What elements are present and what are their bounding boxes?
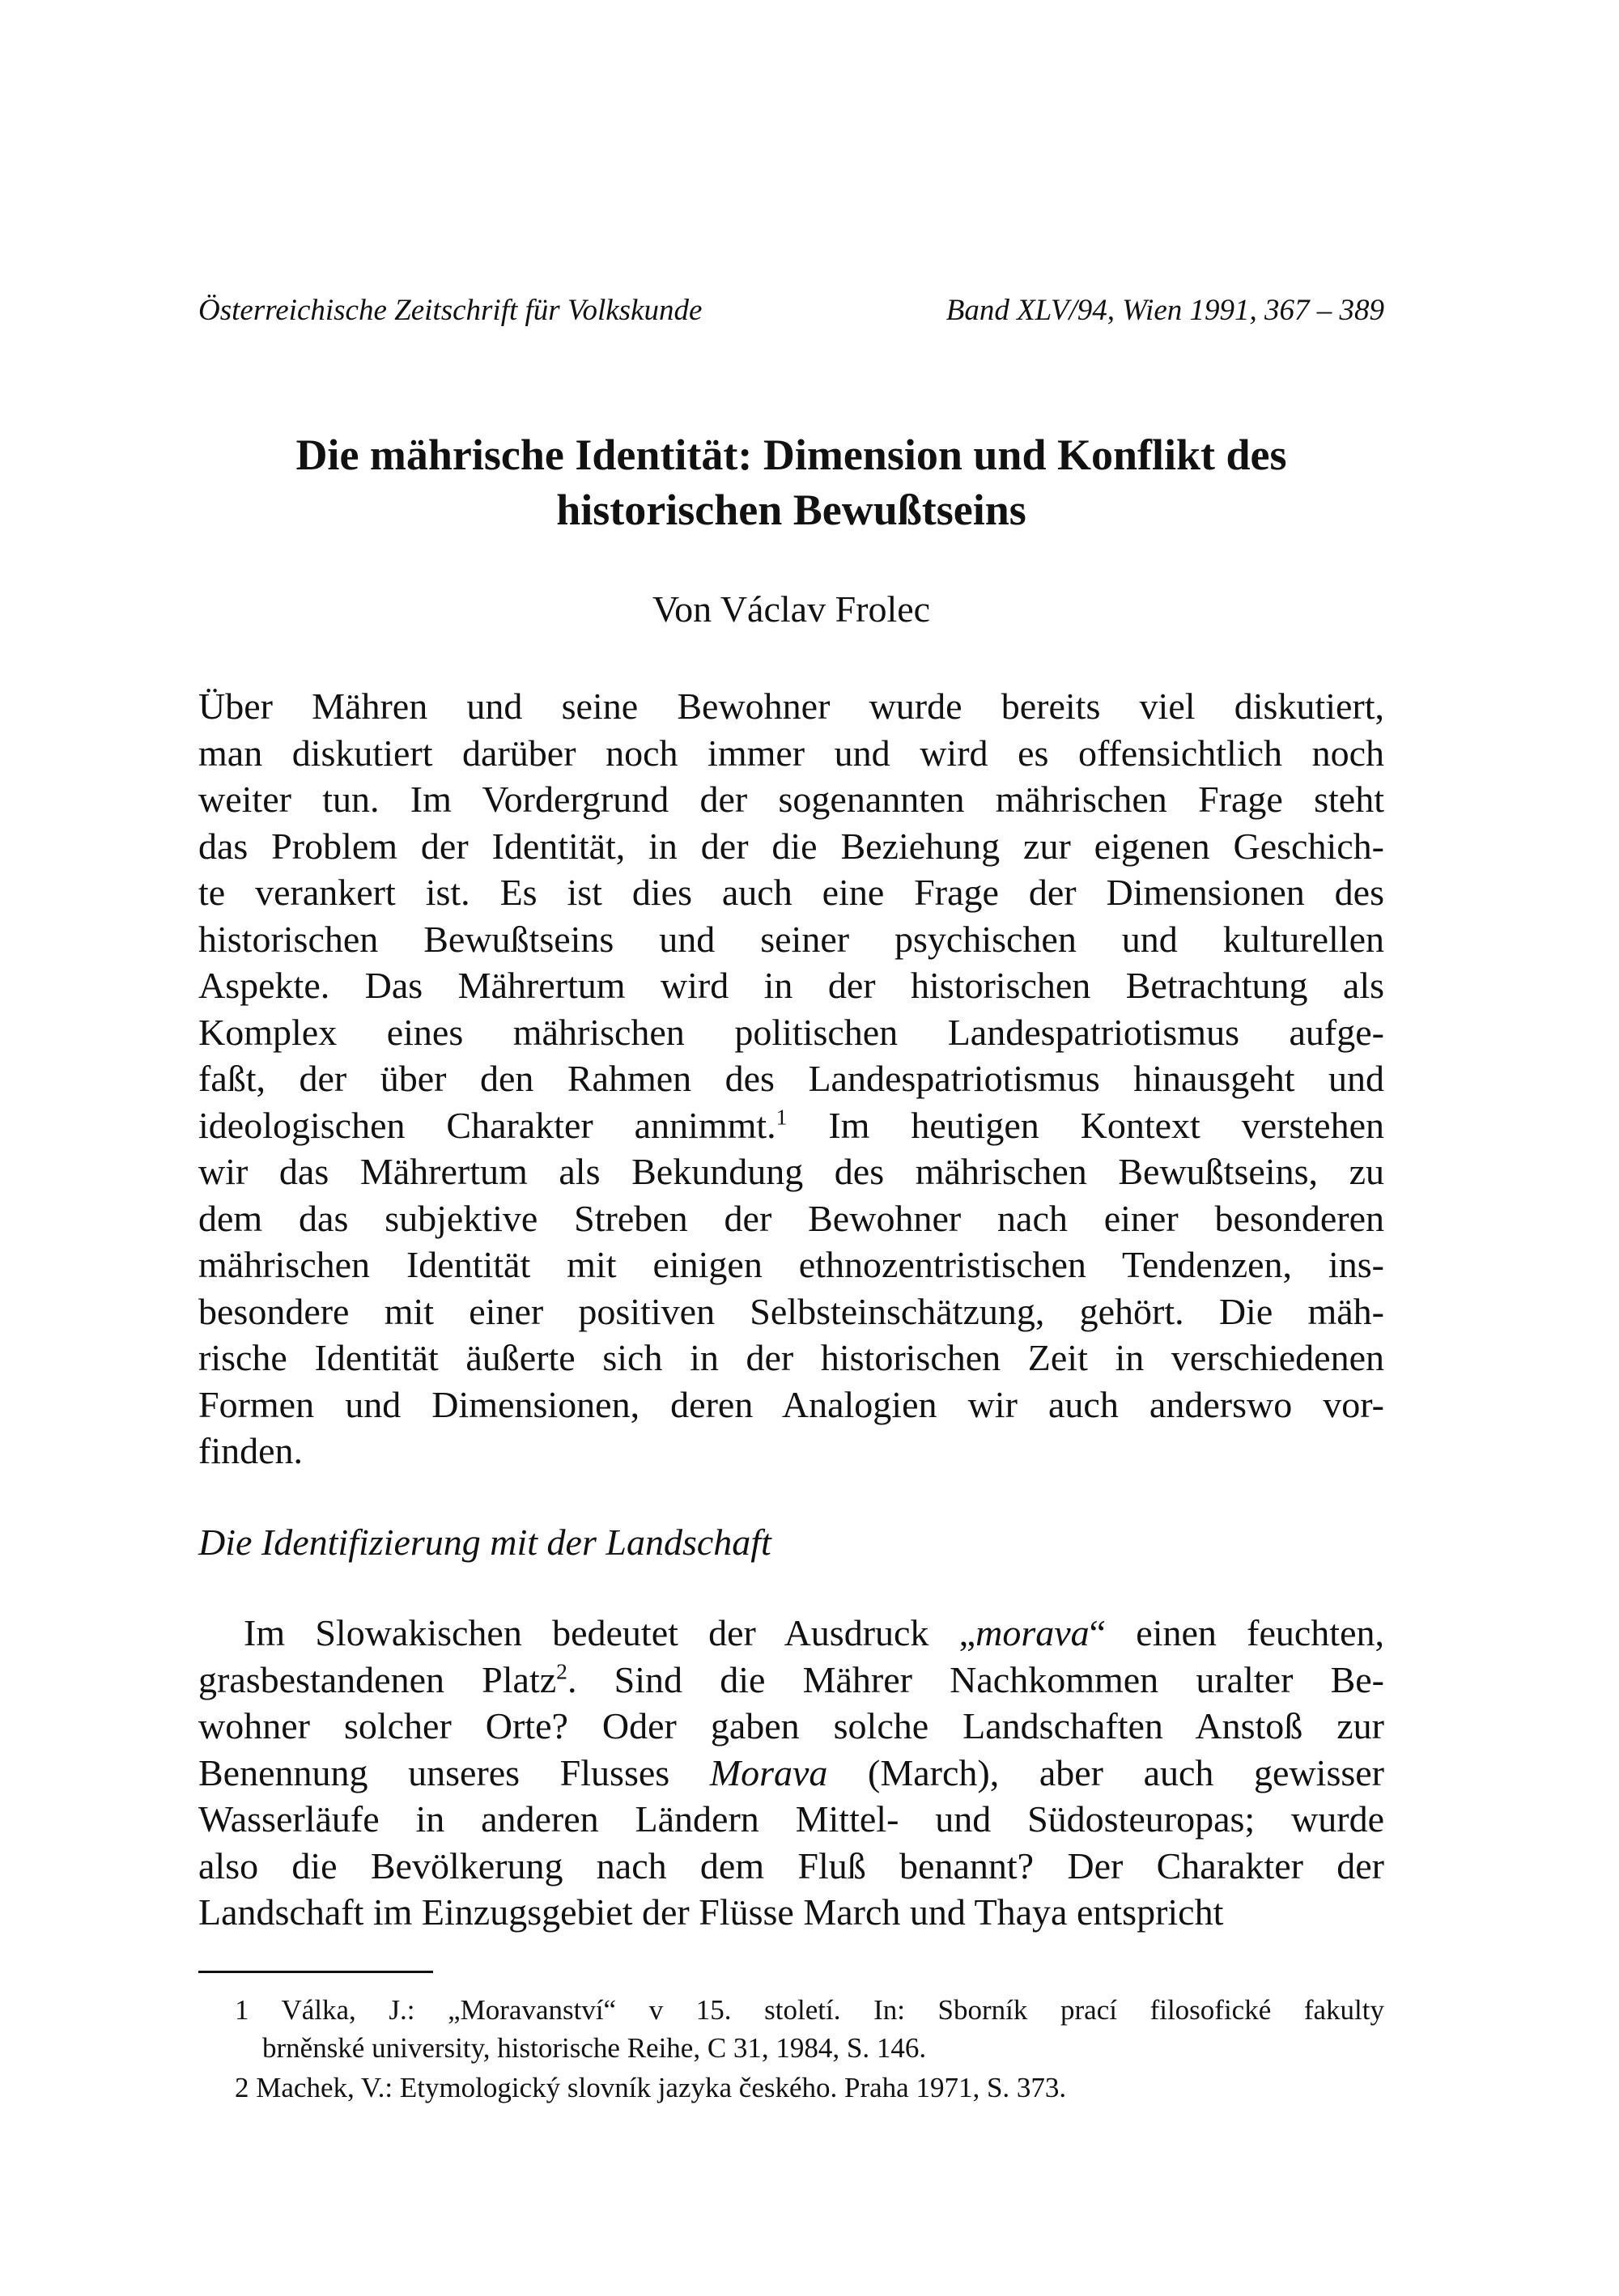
footnote-ref: 2 xyxy=(556,1658,567,1684)
text-line xyxy=(198,1381,1384,1428)
text-run: (March), aber auch gewisser xyxy=(827,1751,1384,1793)
text-line xyxy=(198,869,1384,916)
text-line xyxy=(198,1335,1384,1381)
italic-term: Morava xyxy=(709,1751,828,1793)
text-run: Im heutigen Kontext verstehen xyxy=(787,1104,1384,1146)
text-run: also die Bevölkerung nach dem Fluß benannt? Der Charakter der xyxy=(198,1844,1384,1886)
title-line: historischen Bewußtseins xyxy=(556,486,1026,534)
text-run: Wasserläufe in anderen Ländern Mittel- und Südosteuropas; wurde xyxy=(198,1798,1384,1840)
text-run: wohner solcher Orte? Oder gaben solche Landschaften Anstoß zur xyxy=(198,1705,1384,1746)
text-line xyxy=(198,1703,1384,1750)
text-run: historischen Bewußtseins und seiner psychischen und kulturellen xyxy=(198,918,1384,960)
paragraph-1 xyxy=(198,683,1384,1475)
text-run: mährischen Identität mit einigen ethnozentristischen Tendenzen, ins- xyxy=(198,1244,1384,1285)
text-run: man diskutiert darüber noch immer und wird es offensichtlich noch xyxy=(198,732,1384,774)
section-heading: Die Identifizierung mit der Landschaft xyxy=(198,1521,771,1563)
text-line xyxy=(198,1428,1384,1475)
title-line: Die mährische Identität: Dimension und Konflikt des xyxy=(295,431,1287,479)
text-line xyxy=(198,1796,1384,1843)
footnote-1 xyxy=(235,1991,1384,2067)
text-run: grasbestandenen Platz xyxy=(198,1658,557,1700)
text-line xyxy=(198,1009,1384,1056)
footnote-2 xyxy=(235,2069,1384,2107)
text-line xyxy=(198,1750,1384,1797)
text-run: Formen und Dimensionen, deren Analogien wir auch anderswo vor- xyxy=(198,1383,1384,1425)
text-line xyxy=(198,730,1384,777)
text-run: Benennung unseres Flusses xyxy=(198,1751,710,1793)
text-run: das Problem der Identität, in der die Beziehung zur eigenen Geschich- xyxy=(198,825,1384,867)
text-line xyxy=(198,776,1384,823)
text-run: Landschaft im Einzugsgebiet der Flüsse March und Thaya entspricht xyxy=(198,1891,1224,1933)
text-line xyxy=(198,1610,1384,1657)
text-line xyxy=(198,1843,1384,1890)
text-run: Im Slowakischen bedeutet der Ausdruck „ xyxy=(244,1612,976,1653)
text-run: ideologischen Charakter annimmt. xyxy=(198,1104,776,1146)
text-run: dem das subjektive Streben der Bewohner nach einer besonderen xyxy=(198,1197,1384,1239)
text-run: faßt, der über den Rahmen des Landespatriotismus hinausgeht und xyxy=(198,1058,1384,1099)
text-run: Aspekte. Das Mährertum wird in der historischen Betrachtung als xyxy=(198,965,1384,1006)
text-line xyxy=(198,1055,1384,1102)
text-run: rische Identität äußerte sich in der historischen Zeit in verschiedenen xyxy=(198,1337,1384,1378)
text-run: “ einen feuchten, xyxy=(1089,1612,1384,1653)
footnote-line: 1 Válka, J.: „Moravanství“ v 15. století. In: Sborník prací filosofické fakulty xyxy=(235,1994,1384,2026)
text-run: Komplex eines mährischen politischen Landespatriotismus aufge- xyxy=(198,1011,1384,1053)
text-run: te verankert ist. Es ist dies auch eine Frage der Dimensionen des xyxy=(198,872,1384,913)
text-run: . Sind die Mährer Nachkommen uralter Be- xyxy=(567,1658,1384,1700)
text-line xyxy=(198,1148,1384,1195)
article-title xyxy=(198,427,1384,537)
text-line xyxy=(198,1102,1384,1149)
running-header xyxy=(198,293,1384,329)
text-line xyxy=(198,1889,1384,1936)
paragraph-2 xyxy=(198,1610,1384,1936)
text-line xyxy=(198,1288,1384,1335)
text-line xyxy=(198,916,1384,963)
text-run: besondere mit einer positiven Selbsteinschätzung, gehört. Die mäh- xyxy=(198,1290,1384,1332)
text-line xyxy=(198,683,1384,730)
text-line xyxy=(198,1241,1384,1288)
footnote-line: brněnské university, historische Reihe, C 31, 1984, S. 146. xyxy=(262,2032,927,2064)
footnote-ref: 1 xyxy=(776,1104,788,1130)
volume-info: Band XLV/94, Wien 1991, 367 – 389 xyxy=(945,294,1384,327)
text-run: wir das Mährertum als Bekundung des mährischen Bewußtseins, zu xyxy=(198,1151,1384,1192)
text-line xyxy=(198,1657,1384,1704)
author-byline: Von Václav Frolec xyxy=(652,588,931,630)
footnote-line: 2 Machek, V.: Etymologický slovník jazyka českého. Praha 1971, S. 373. xyxy=(235,2072,1067,2103)
journal-name: Österreichische Zeitschrift für Volkskunde xyxy=(198,294,703,327)
text-run: finden. xyxy=(198,1430,304,1471)
text-line xyxy=(198,1195,1384,1242)
text-run: Über Mähren und seine Bewohner wurde bereits viel diskutiert, xyxy=(198,685,1384,727)
italic-term: morava xyxy=(975,1612,1090,1653)
text-run: weiter tun. Im Vordergrund der sogenannten mährischen Frage steht xyxy=(198,779,1384,820)
footnote-divider xyxy=(198,1971,433,1973)
text-line xyxy=(198,962,1384,1009)
text-line xyxy=(198,823,1384,870)
